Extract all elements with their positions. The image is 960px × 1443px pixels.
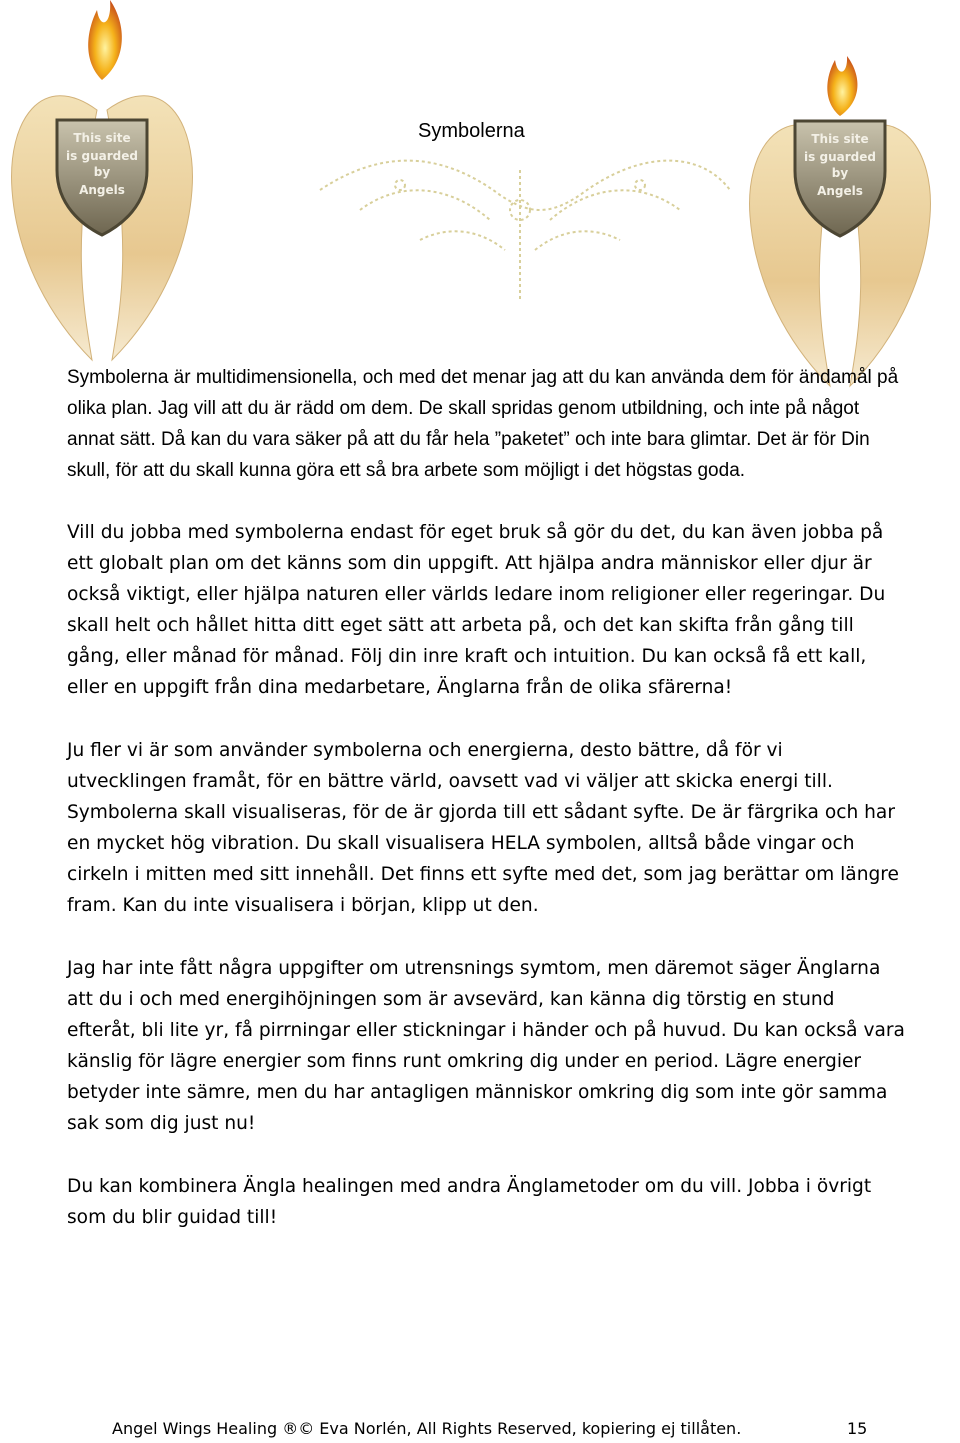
badge-line-1: This site (811, 132, 869, 146)
angel-wings-emblem-right (740, 56, 940, 396)
angel-wings-emblem-left (2, 0, 202, 370)
floral-ornament (300, 150, 740, 300)
paragraph: Vill du jobba med symbolerna endast för eget bruk så gör du det, du kan även jobba på ett globalt plan om det känns som din uppgift. Att hjälpa andra människor eller djur är också viktigt, eller hjälpa naturen eller världs ledare inom religioner eller regeringar. Du skall helt och hållet hitta ditt eget sätt att arbeta på, och det kan skifta från gång till gång, eller månad för månad. Följ din inre kraft och intuition. Du kan också få ett kall, eller en uppgift från dina medarbetare, Änglarna från de olika sfärerna! (67, 522, 886, 698)
copyright-text: Angel Wings Healing ®© Eva Norlén, All Rights Reserved, kopiering ej tillåten. (112, 1419, 742, 1438)
paragraph: Du kan kombinera Ängla healingen med andra Änglametoder om du vill. Jobba i övrigt som du blir guidad till! (67, 1176, 872, 1228)
badge-line-4: Angels (79, 183, 125, 197)
paragraph: Symbolerna är multidimensionella, och med det menar jag att du kan använda dem för ändamål på olika plan. Jag vill att du är rädd om dem. De skall spridas genom utbildning, och inte på något annat sätt. Då kan du vara säker på att du får hela ”paketet” och inte bara glimtar. Det är för Din skull, för att du skall kunna göra ett så bra arbete som möjligt i det högstas goda. (67, 367, 899, 481)
paragraph: Ju fler vi är som använder symbolerna och energierna, desto bättre, då för vi utvecklingen framåt, för en bättre värld, oavsett vad vi väljer att skicka energi till. Symbolerna skall visualiseras, för de är gjorda till ett sådant syfte. De är färgrika och har en mycket hög vibration. Du skall visualisera HELA symbolen, alltså både vingar och cirkeln i mitten med sitt innehåll. Det finns ett syfte med det, som jag berättar om längre fram. Kan du inte visualisera i början, klipp ut den. (67, 740, 899, 916)
body-text (67, 362, 907, 1265)
paragraph: Jag har inte fått några uppgifter om utrensnings symtom, men däremot säger Änglarna att du i och med energihöjningen som är avsevärd, kan känna dig törstig en stund efteråt, bli lite yr, få pirrningar eller stickningar i händer och på huvud. Du kan också vara känslig för lägre energier som finns runt omkring dig under en period. Lägre energier betyder inte sämre, men du har antagligen människor omkring dig som inte gör samma sak som dig just nu! (67, 958, 905, 1134)
badge-line-2: is guarded (66, 149, 138, 163)
badge-line-3: by (93, 165, 111, 179)
badge-line-2: is guarded (804, 150, 876, 164)
page-footer (112, 1419, 868, 1438)
page-number: 15 (847, 1419, 868, 1438)
badge-line-3: by (831, 166, 849, 180)
page-title: Symbolerna (418, 120, 525, 142)
badge-line-1: This site (73, 131, 131, 145)
badge-line-4: Angels (817, 184, 863, 198)
